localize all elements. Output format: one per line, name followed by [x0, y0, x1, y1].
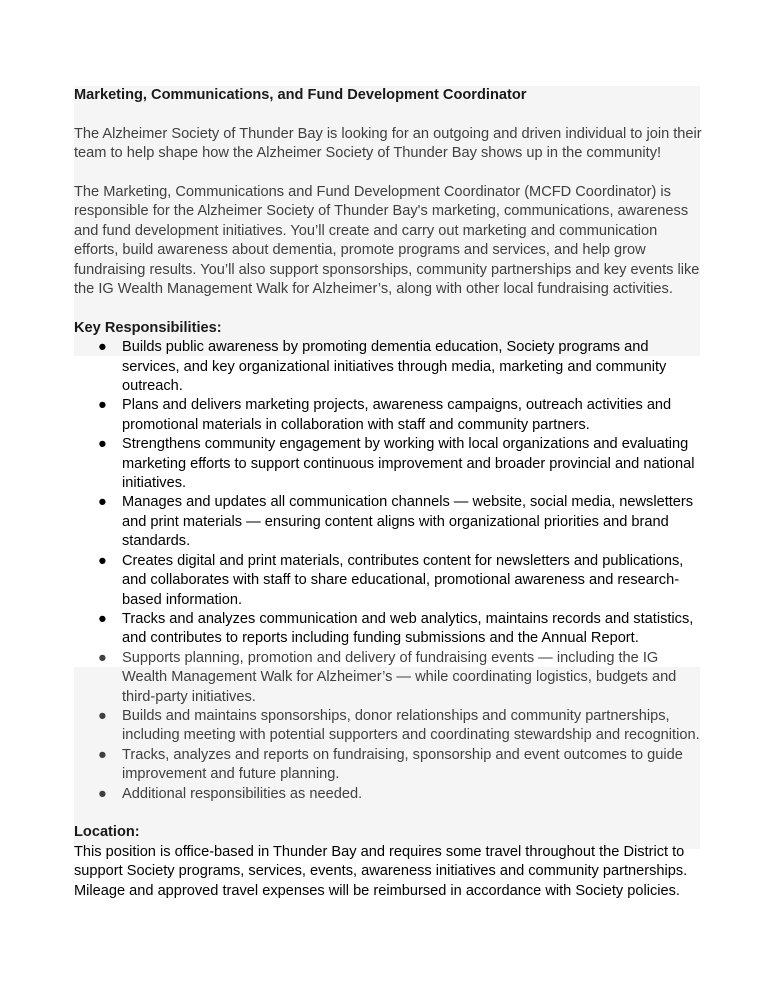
list-item-text: Supports planning, promotion and delivery of fundraising events — including the IG Wealth Management Walk for Alzheimer’s — while coordinating logistics, budgets and third-party initiatives.	[122, 649, 677, 705]
list-item	[74, 649, 704, 707]
list-item	[74, 493, 704, 551]
list-item	[74, 338, 704, 396]
list-item	[74, 707, 704, 746]
bullet-icon: ●	[98, 707, 107, 724]
list-item-text: Builds and maintains sponsorships, donor relationships and community partnerships, including meeting with potential supporters and coordinating stewardship and recognition.	[122, 707, 700, 744]
intro-paragraph: The Alzheimer Society of Thunder Bay is looking for an outgoing and driven individual to join their team to help shape how the Alzheimer Society of Thunder Bay shows up in the community!	[74, 125, 702, 162]
list-item-text: Builds public awareness by promoting dementia education, Society programs and services, and key organizational initiatives through media, marketing and community outreach.	[122, 339, 667, 395]
list-item-text: Tracks, analyzes and reports on fundraising, sponsorship and event outcomes to guide improvement and future planning.	[122, 746, 683, 783]
bullet-icon: ●	[98, 746, 107, 763]
list-item-text: Strengthens community engagement by working with local organizations and evaluating marketing efforts to support continuous improvement and broader provincial and national initiatives.	[122, 436, 695, 492]
bullet-icon: ●	[98, 494, 107, 511]
description-paragraph: The Marketing, Communications and Fund Development Coordinator (MCFD Coordinator) is responsible for the Alzheimer Society of Thunder Bay's marketing, communications, awareness and fund development initiatives. You’ll create and carry out marketing and communication efforts, build awareness about dementia, promote programs and services, and help grow fundraising results. You’ll also support sponsorships, community partnerships and key events like the IG Wealth Management Walk for Alzheimer’s, along with other local fundraising activities.	[74, 184, 700, 298]
list-item	[74, 610, 704, 649]
document-body	[74, 86, 704, 901]
bullet-icon: ●	[98, 552, 107, 569]
bullet-icon: ●	[98, 436, 107, 453]
document-title: Marketing, Communications, and Fund Development Coordinator	[74, 87, 527, 103]
bullet-icon: ●	[98, 610, 107, 627]
list-item-text: Manages and updates all communication channels — website, social media, newsletters and print materials — ensuring content aligns with organizational priorities and brand standards.	[122, 494, 694, 550]
list-item	[74, 435, 704, 493]
list-item	[74, 746, 704, 785]
list-item-text: Additional responsibilities as needed.	[122, 785, 363, 802]
list-item	[74, 552, 704, 610]
bullet-icon: ●	[98, 397, 107, 414]
responsibilities-heading: Key Responsibilities:	[74, 319, 222, 336]
location-paragraph: This position is office-based in Thunder Bay and requires some travel throughout the District to support Society programs, services, events, awareness initiatives and community partnerships. Mileage and approved travel expenses will be reimbursed in accordance with Society policies.	[74, 843, 688, 899]
responsibilities-list	[74, 338, 704, 804]
list-item-text: Creates digital and print materials, contributes content for newsletters and publications, and collaborates with staff to share educational, promotional awareness and research-based information.	[122, 552, 684, 608]
list-item-text: Tracks and analyzes communication and web analytics, maintains records and statistics, and contributes to reports including funding submissions and the Annual Report.	[122, 610, 694, 647]
bullet-icon: ●	[98, 649, 107, 666]
list-item	[74, 785, 704, 804]
list-item	[74, 396, 704, 435]
location-heading: Location:	[74, 824, 140, 841]
bullet-icon: ●	[98, 785, 107, 802]
bullet-icon: ●	[98, 339, 107, 356]
list-item-text: Plans and delivers marketing projects, awareness campaigns, outreach activities and promotional materials in collaboration with staff and community partners.	[122, 397, 672, 433]
